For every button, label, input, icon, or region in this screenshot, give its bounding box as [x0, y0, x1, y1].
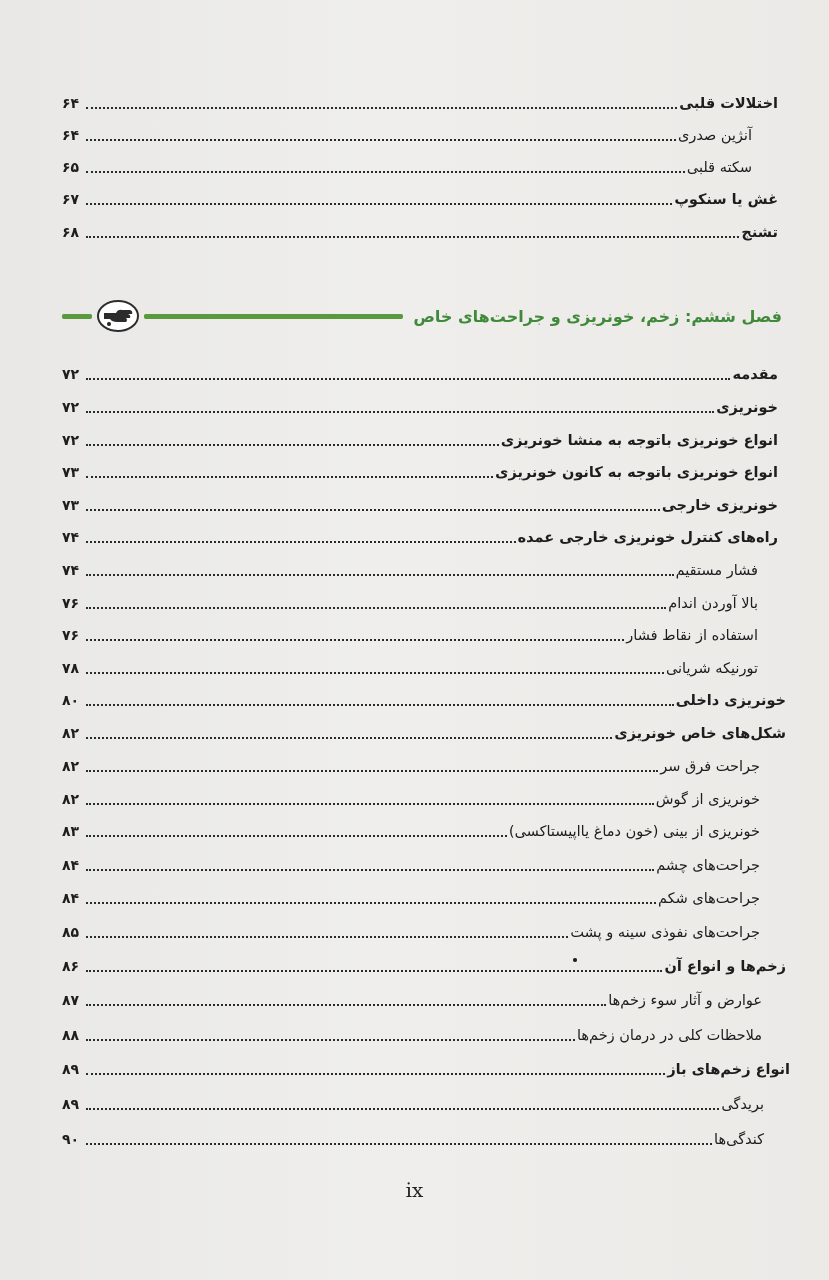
toc-row[interactable] [62, 87, 778, 113]
toc-row[interactable] [62, 216, 778, 242]
page-folio: ix [405, 1178, 424, 1202]
toc-entry-title: راه‌های کنترل خونریزی خارجی عمده [517, 530, 778, 546]
toc-page-number: ۷۴ [62, 530, 80, 546]
toc-entry-title: استفاده از نقاط فشار [626, 628, 758, 644]
toc-page-number: ۹۰ [62, 1132, 80, 1148]
toc-row[interactable] [62, 489, 778, 515]
dot-leader [86, 1004, 606, 1006]
toc-page-number: ۸۹ [62, 1097, 80, 1113]
toc-page-number: ۸۹ [62, 1062, 80, 1078]
dot-leader [86, 509, 660, 511]
dot-leader [86, 902, 656, 904]
dot-leader [86, 1039, 575, 1041]
dot-leader [86, 203, 672, 205]
toc-entry-title: جراحت‌های چشم [656, 858, 760, 874]
toc-entry-title: مقدمه [732, 367, 778, 383]
dot-leader [86, 803, 654, 805]
dot-leader [86, 236, 739, 238]
toc-entry-title: انواع خونریزی باتوجه به کانون خونریزی [495, 465, 778, 481]
toc-row[interactable] [62, 587, 758, 613]
toc-row[interactable] [62, 1088, 764, 1114]
dot-leader [86, 672, 664, 674]
toc-page-number: ۸۲ [62, 726, 80, 742]
dot-leader [86, 378, 730, 380]
dot-leader [86, 444, 499, 446]
dot-leader [86, 835, 507, 837]
toc-entry-title: شکل‌های خاص خونریزی [614, 726, 786, 742]
toc-row[interactable] [62, 684, 786, 710]
toc-entry-title: اختلالات قلبی [679, 96, 778, 112]
toc-page-number: ۸۴ [62, 858, 80, 874]
dot-leader [86, 1073, 665, 1075]
toc-page-number: ۷۶ [62, 596, 80, 612]
toc-row[interactable] [62, 783, 760, 809]
toc-row[interactable] [62, 916, 760, 942]
toc-entry-title: زخم‌ها و انواع آن [664, 959, 786, 975]
toc-entry-title: کندگی‌ها [714, 1132, 764, 1148]
dot-leader [86, 107, 677, 109]
toc-page-number: ۶۴ [62, 96, 80, 112]
toc-row[interactable] [62, 717, 786, 743]
toc-row[interactable] [62, 849, 760, 875]
toc-row[interactable] [62, 119, 752, 145]
toc-page-number: ۷۲ [62, 400, 80, 416]
toc-row[interactable] [62, 554, 758, 580]
pointing-hand-icon [96, 299, 140, 333]
toc-row[interactable] [62, 1053, 790, 1079]
dot-leader [86, 607, 666, 609]
toc-page-number: ۷۶ [62, 628, 80, 644]
toc-row[interactable] [62, 750, 760, 776]
toc-row[interactable] [62, 1123, 764, 1149]
dot-leader [86, 171, 685, 173]
toc-entry-title: جراحت فرق سر [660, 759, 760, 775]
toc-row[interactable] [62, 391, 778, 417]
toc-row[interactable] [62, 984, 762, 1010]
toc-row[interactable] [62, 424, 778, 450]
toc-row[interactable] [62, 456, 778, 482]
toc-row[interactable] [62, 652, 758, 678]
toc-entry-title: آنژین صدری [677, 128, 752, 144]
toc-entry-title: جراحت‌های نفوذی سینه و پشت [570, 925, 760, 941]
toc-page-number: ۸۲ [62, 759, 80, 775]
toc-entry-title: خونریزی از گوش [655, 792, 760, 808]
chapter-heading [62, 296, 782, 336]
dot-leader [86, 869, 654, 871]
chapter-rule-tail [62, 314, 92, 319]
chapter-rule [144, 314, 403, 319]
toc-entry-title: فشار مستقیم [675, 563, 758, 579]
dot-leader [86, 704, 674, 706]
dot-leader [86, 1143, 712, 1145]
toc-row[interactable] [62, 619, 758, 645]
toc-entry-title: خونریزی از بینی (خون دماغ یااپیستاکسی) [508, 824, 760, 840]
toc-entry-title: تشنج [741, 225, 778, 241]
toc-page-number: ۸۴ [62, 891, 80, 907]
toc-entry-title: انواع خونریزی باتوجه به منشا خونریزی [500, 433, 778, 449]
toc-page-number: ۷۲ [62, 367, 80, 383]
toc-entry-title: جراحت‌های شکم [657, 891, 760, 907]
toc-page-number: ۷۴ [62, 563, 80, 579]
toc-page-number: ۷۸ [62, 661, 80, 677]
dot-leader [86, 411, 714, 413]
toc-page-number: ۸۲ [62, 792, 80, 808]
dot-leader [86, 970, 662, 972]
chapter-title: فصل ششم: زخم، خونریزی و جراحت‌های خاص [413, 306, 782, 326]
dot-leader [86, 541, 516, 543]
toc-entry-title: عوارض و آثار سوء زخم‌ها [608, 993, 762, 1009]
toc-page-number: ۸۶ [62, 959, 80, 975]
toc-page-number: ۷۳ [62, 498, 80, 514]
toc-entry-title: غش یا سنکوپ [674, 192, 778, 208]
toc-row[interactable] [62, 358, 778, 384]
dot-leader [86, 1108, 719, 1110]
toc-page-number: ۸۰ [62, 693, 80, 709]
dot-leader [86, 639, 624, 641]
toc-row[interactable] [62, 521, 778, 547]
toc-row[interactable] [62, 882, 760, 908]
toc-entry-title: خونریزی [716, 400, 778, 416]
toc-page-number: ۶۷ [62, 192, 80, 208]
dot-leader [86, 737, 612, 739]
toc-entry-title: ملاحظات کلی در درمان زخم‌ها [576, 1028, 762, 1044]
toc-page-number: ۶۵ [62, 160, 80, 176]
toc-entry-title: خونریزی خارجی [661, 498, 778, 514]
dot-leader [86, 139, 676, 141]
toc-row[interactable] [62, 183, 778, 209]
toc-page-number: ۸۳ [62, 824, 80, 840]
toc-page-number: ۷۲ [62, 433, 80, 449]
toc-page-number: ۷۳ [62, 465, 80, 481]
toc-page-number: ۶۸ [62, 225, 80, 241]
toc-page-number: ۸۷ [62, 993, 80, 1009]
toc-row[interactable] [62, 151, 752, 177]
toc-entry-title: بالا آوردن اندام [668, 596, 758, 612]
dot-leader [86, 574, 674, 576]
dot-leader [86, 770, 658, 772]
toc-entry-title: انواع زخم‌های باز [667, 1062, 790, 1078]
toc-entry-title: تورنیکه شریانی [665, 661, 758, 677]
toc-page-number: ۸۵ [62, 925, 80, 941]
dot-leader [86, 476, 493, 478]
ink-dot [573, 958, 577, 962]
toc-entry-title: خونریزی داخلی [675, 693, 786, 709]
toc-row[interactable] [62, 815, 760, 841]
toc-row[interactable] [62, 950, 786, 976]
toc-row[interactable] [62, 1019, 762, 1045]
toc-entry-title: سکته قلبی [686, 160, 752, 176]
toc-entry-title: بریدگی [721, 1097, 764, 1113]
dot-leader [86, 936, 568, 938]
toc-page-number: ۶۴ [62, 128, 80, 144]
toc-page-number: ۸۸ [62, 1028, 80, 1044]
